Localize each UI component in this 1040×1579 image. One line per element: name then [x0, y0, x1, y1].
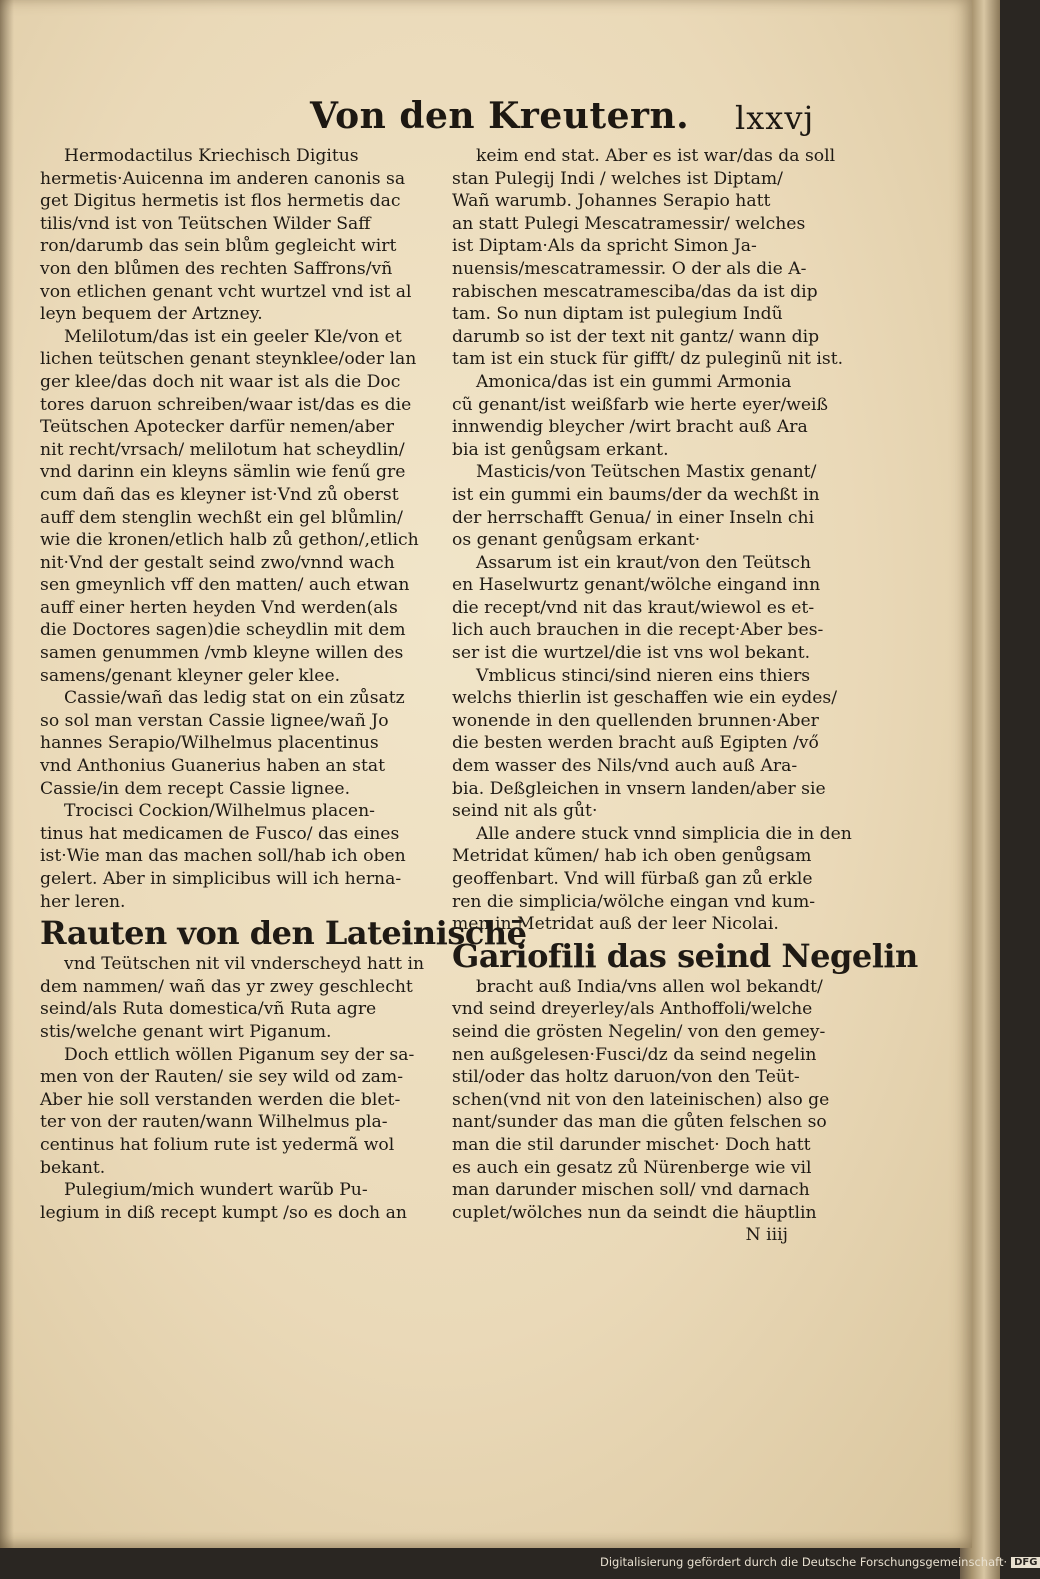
text-line: ren die simplicia/wölche eingan vnd kum- [452, 891, 816, 912]
text-line: innwendig bleycher /wirt bracht auß Ara [452, 417, 808, 438]
text-line: ist Diptam·Als da spricht Simon Ja- [452, 236, 757, 257]
text-line: samen genummen /vmb kleyne willen des [40, 643, 404, 664]
text-line: leyn bequem der Artzney. [40, 304, 263, 325]
paragraph [452, 461, 848, 551]
text-line: von den blůmen des rechten Saffrons/vñ [40, 258, 393, 279]
paragraph [40, 1044, 440, 1180]
text-line: cum dañ das es kleyner ist·Vnd zů oberst [40, 484, 399, 505]
text-line: sen gmeynlich vff den matten/ auch etwan [40, 575, 410, 596]
text-line: nit·Vnd der gestalt seind zwo/vnnd wach [40, 552, 395, 573]
text-line: die recept/vnd nit das kraut/wiewol es et- [452, 597, 815, 618]
text-line: her leren. [40, 891, 126, 912]
text-line: legium in diß recept kumpt /so es doch an [40, 1202, 407, 1223]
text-line: geoffenbart. Vnd will fürbaß gan zů erkle [452, 869, 813, 889]
text-line: os genant genůgsam erkant· [452, 530, 701, 551]
text-line: die Doctores sagen)die scheydlin mit dem [40, 620, 406, 641]
text-line: men von der Rauten/ sie sey wild od zam- [40, 1067, 404, 1088]
text-line: Vmblicus stinci/sind nieren eins thiers [476, 665, 811, 686]
text-line: seind nit als gůt· [452, 801, 598, 822]
paragraph [40, 953, 440, 1043]
text-line: bia ist genůgsam erkant. [452, 439, 669, 460]
text-line: keim end stat. Aber es ist war/das da soll [476, 146, 836, 166]
text-line: an statt Pulegi Mescatramessir/ welches [452, 213, 806, 234]
text-line: vnd darinn ein kleyns sämlin wie fenű gre [40, 462, 406, 483]
text-line: hannes Serapio/Wilhelmus placentinus [40, 733, 379, 754]
text-line: samens/genant kleyner geler klee. [40, 665, 341, 686]
text-line: welchs thierlin ist geschaffen wie ein eydes/ [452, 688, 837, 709]
text-line: Masticis/von Teütschen Mastix genant/ [476, 462, 817, 483]
text-line: nit recht/vrsach/ melilotum hat scheydlin/ [40, 439, 405, 460]
text-line: Amonica/das ist ein gummi Armonia [476, 371, 792, 392]
text-line: vnd Teütschen nit vil vnderscheyd hatt in [64, 954, 425, 975]
paragraph [452, 145, 848, 371]
text-line: Wañ warumb. Johannes Serapio hatt [452, 191, 771, 212]
paragraph [40, 687, 440, 800]
text-line: ist ein gummi ein baums/der da wechßt in [452, 484, 820, 505]
folio-number: lxxvj [735, 99, 815, 137]
text-line: von etlichen genant vcht wurtzel vnd ist al [40, 281, 412, 302]
text-line: lich auch brauchen in die recept·Aber bes- [452, 620, 824, 641]
text-line: auff dem stenglin wechßt ein gel blůmlin/ [40, 507, 403, 528]
text-line: dem wasser des Nils/vnd auch auß Ara- [452, 756, 798, 777]
paragraph [40, 145, 440, 326]
text-line: bia. Deßgleichen in vnsern landen/aber sie [452, 778, 826, 799]
page-title: Von den Kreutern. [310, 95, 690, 137]
right-column [452, 145, 918, 1247]
paragraph [452, 976, 848, 1225]
text-line: wonende in den quellenden brunnen·Aber [452, 710, 819, 731]
text-line: der herrschafft Genua/ in einer Inseln chi [452, 507, 815, 528]
text-line: es auch ein gesatz zů Nürenberge wie vil [452, 1157, 812, 1178]
paragraph [452, 552, 848, 665]
text-line: ist·Wie man das machen soll/hab ich oben [40, 846, 406, 867]
text-line: men in Metridat auß der leer Nicolai. [452, 914, 779, 935]
paragraph [452, 823, 852, 936]
text-line: Alle andere stuck vnnd simplicia die in den [476, 823, 852, 844]
paragraph [40, 800, 440, 913]
text-line: nant/sunder das man die gůten felschen so [452, 1112, 827, 1133]
text-line: seind die grösten Negelin/ von den gemey- [452, 1021, 826, 1042]
section-heading: Gariofili das seind Negelin [452, 936, 918, 975]
text-line: Metridat kũmen/ hab ich oben genůgsam [452, 846, 812, 867]
text-line: Teütschen Apotecker darfür nemen/aber [40, 417, 395, 438]
text-line: schen(vnd nit von den lateinischen) also ge [452, 1089, 830, 1110]
text-line: man die stil darunder mischet· Doch hatt [452, 1134, 811, 1155]
text-line: cuplet/wölches nun da seindt die häuptlin [452, 1202, 817, 1223]
text-line: Pulegium/mich wundert warũb Pu- [64, 1180, 368, 1201]
paragraph [452, 665, 848, 823]
text-line: gelert. Aber in simplicibus will ich herna- [40, 869, 402, 889]
text-line: darumb so ist der text nit gantz/ wann dip [452, 326, 820, 347]
paragraph [452, 1224, 848, 1247]
footer-credit [600, 1555, 1040, 1575]
text-line: ter von der rauten/wann Wilhelmus pla- [40, 1112, 388, 1133]
text-line: tilis/vnd ist von Teütschen Wilder Saff [40, 213, 371, 234]
text-line: auff einer herten heyden Vnd werden(als [40, 597, 398, 618]
text-line: get Digitus hermetis ist flos hermetis dac [40, 191, 401, 212]
text-line: vnd seind dreyerley/als Anthoffoli/welche [452, 999, 813, 1020]
text-line: Doch ettlich wöllen Piganum sey der sa- [64, 1044, 415, 1065]
footer-text: Digitalisierung gefördert durch die Deutsche Forschungsgemeinschaft· [600, 1555, 1008, 1569]
text-line: bracht auß India/vns allen wol bekandt/ [476, 976, 823, 997]
text-line: Trocisci Cockion/Wilhelmus placen- [64, 801, 375, 822]
text-line: man darunder mischen soll/ vnd darnach [452, 1180, 810, 1201]
text-line: Assarum ist ein kraut/von den Teütsch [476, 552, 811, 573]
text-line: Hermodactilus Kriechisch Digitus [64, 146, 359, 166]
running-head [310, 95, 970, 145]
dfg-logo: DFG [1011, 1557, 1040, 1568]
paragraph [40, 913, 527, 953]
text-line: wie die kronen/etlich halb zů gethon/,etlich [40, 530, 419, 551]
text-line: centinus hat folium rute ist yedermã wol [40, 1134, 395, 1155]
text-line: vnd Anthonius Guanerius haben an stat [40, 756, 386, 777]
section-heading: Rauten von den Lateinischē [40, 914, 527, 953]
text-line: dem nammen/ wañ das yr zwey geschlecht [40, 976, 413, 997]
paragraph [452, 936, 918, 976]
text-line: cũ genant/ist weißfarb wie herte eyer/weiß [452, 394, 829, 415]
text-line: Aber hie soll verstanden werden die blet- [40, 1089, 401, 1110]
paragraph [40, 326, 440, 688]
text-line: bekant. [40, 1157, 106, 1178]
text-line: so sol man verstan Cassie lignee/wañ Jo [40, 710, 389, 731]
text-line: lichen teütschen genant steynklee/oder lan [40, 349, 417, 370]
text-line: ron/darumb das sein blům gegleicht wirt [40, 236, 397, 257]
text-line: stan Pulegij Indi / welches ist Diptam/ [452, 168, 783, 189]
text-line: Cassie/wañ das ledig stat on ein zůsatz [64, 688, 405, 709]
text-line: seind/als Ruta domestica/vñ Ruta agre [40, 999, 377, 1020]
text-line: hermetis·Auicenna im anderen canonis sa [40, 168, 406, 189]
text-line: ser ist die wurtzel/die ist vns wol bekant. [452, 643, 811, 664]
text-line: die besten werden bracht auß Egipten /vő [452, 733, 819, 754]
paragraph [452, 371, 848, 461]
text-line: rabischen mescatramesciba/das da ist dip [452, 281, 818, 302]
text-line: en Haselwurtz genant/wölche eingand inn [452, 575, 821, 596]
text-line: stis/welche genant wirt Piganum. [40, 1021, 332, 1042]
text-line: stil/oder das holtz daruon/von den Teüt- [452, 1067, 800, 1088]
text-line: tinus hat medicamen de Fusco/ das eines [40, 823, 400, 844]
paragraph [40, 1179, 440, 1224]
text-line: tores daruon schreiben/waar ist/das es die [40, 394, 412, 415]
signature-mark: N iiij [745, 1225, 788, 1246]
text-line: nuensis/mescatramessir. O der als die A- [452, 258, 807, 279]
text-line: tam. So nun diptam ist pulegium Indũ [452, 304, 783, 325]
gutter-shadow [0, 0, 14, 1548]
text-line: tam ist ein stuck für gifft/ dz puleginũ nit ist. [452, 349, 844, 370]
text-line: Cassie/in dem recept Cassie lignee. [40, 778, 351, 799]
text-line: nen außgelesen·Fusci/dz da seind negelin [452, 1044, 817, 1065]
text-line: Melilotum/das ist ein geeler Kle/von et [64, 326, 402, 347]
text-line: ger klee/das doch nit waar ist als die Doc [40, 371, 401, 392]
